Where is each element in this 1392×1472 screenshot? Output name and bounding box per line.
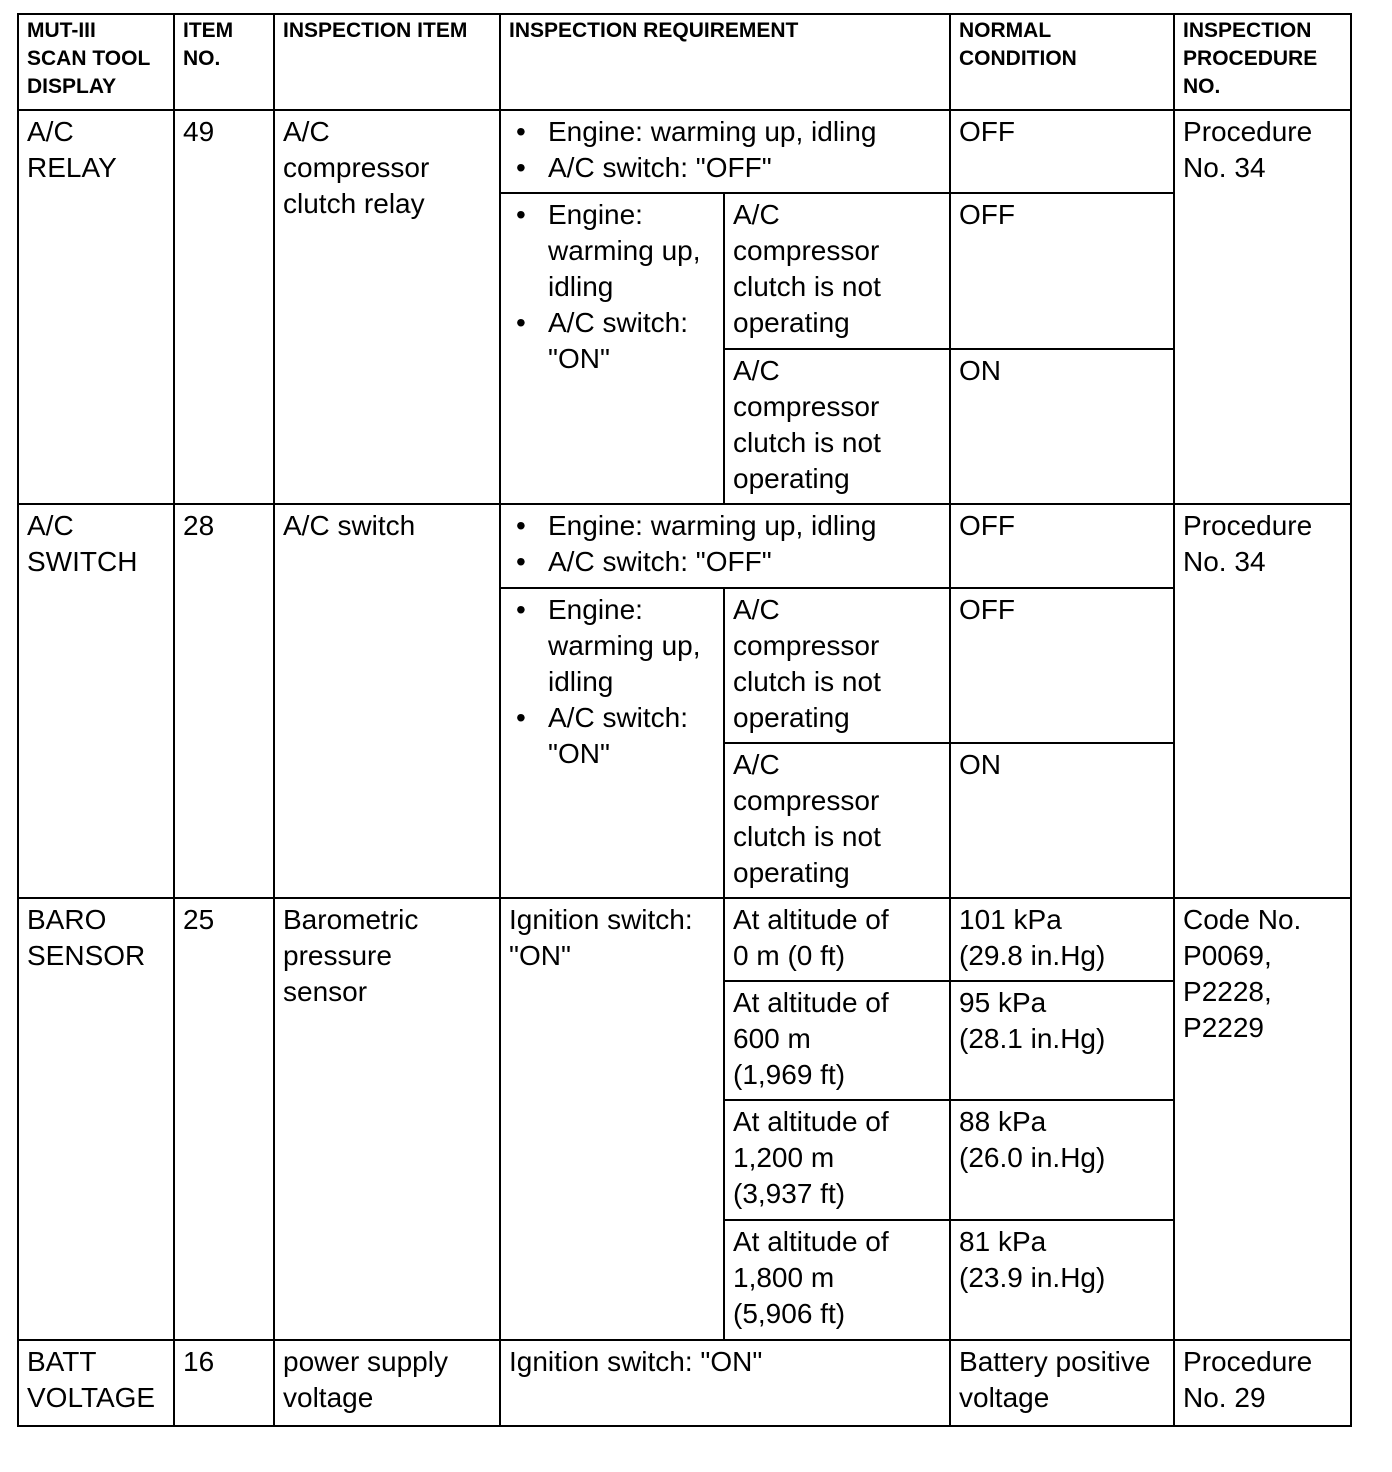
normal-condition-cell: OFF — [950, 588, 1174, 743]
condition-cell: A/C compressor clutch is not operating — [724, 349, 950, 504]
condition-cell: A/C compressor clutch is not operating — [724, 193, 950, 349]
normal-condition-cell: 81 kPa (23.9 in.Hg) — [950, 1220, 1174, 1340]
inspection-table — [17, 13, 1352, 1427]
inspection-item-cell: power supply voltage — [274, 1340, 500, 1426]
procedure-cell: Procedure No. 34 — [1174, 110, 1351, 504]
table-row — [18, 898, 1351, 981]
list-item: • A/C switch: "OFF" — [509, 150, 941, 186]
condition-cell: At altitude of 1,200 m (3,937 ft) — [724, 1100, 950, 1220]
inspection-item-cell: A/C switch — [274, 504, 500, 898]
header-display: MUT-III SCAN TOOL DISPLAY — [18, 14, 174, 110]
requirement-cell — [500, 110, 950, 193]
normal-condition-cell: 101 kPa (29.8 in.Hg) — [950, 898, 1174, 981]
requirement-cell: Ignition switch: "ON" — [500, 1340, 950, 1426]
condition-cell: A/C compressor clutch is not operating — [724, 743, 950, 898]
display-cell: A/C RELAY — [18, 110, 174, 504]
list-item: • A/C switch: "OFF" — [509, 544, 941, 580]
header-item-no: ITEM NO. — [174, 14, 274, 110]
header-procedure: INSPECTION PROCEDURE NO. — [1174, 14, 1351, 110]
procedure-cell: Procedure No. 29 — [1174, 1340, 1351, 1426]
requirement-cell — [500, 588, 724, 898]
condition-cell: A/C compressor clutch is not operating — [724, 588, 950, 743]
table-row — [18, 110, 1351, 193]
list-item: • A/C switch: "ON" — [509, 700, 715, 772]
normal-condition-cell: ON — [950, 349, 1174, 504]
normal-condition-cell: ON — [950, 743, 1174, 898]
display-cell: BARO SENSOR — [18, 898, 174, 1340]
inspection-item-cell: Barometric pressure sensor — [274, 898, 500, 1340]
display-cell: A/C SWITCH — [18, 504, 174, 898]
header-row — [18, 14, 1351, 110]
normal-condition-cell: Battery positive voltage — [950, 1340, 1174, 1426]
procedure-cell: Procedure No. 34 — [1174, 504, 1351, 898]
normal-condition-cell: OFF — [950, 504, 1174, 588]
list-item: • Engine: warming up, idling — [509, 592, 715, 700]
header-normal-condition: NORMAL CONDITION — [950, 14, 1174, 110]
display-cell: BATT VOLTAGE — [18, 1340, 174, 1426]
item-no-cell: 28 — [174, 504, 274, 898]
header-requirement: INSPECTION REQUIREMENT — [500, 14, 950, 110]
requirement-cell: Ignition switch: "ON" — [500, 898, 724, 1340]
requirement-cell — [500, 504, 950, 588]
normal-condition-cell: OFF — [950, 193, 1174, 349]
list-item: • Engine: warming up, idling — [509, 114, 941, 150]
list-item: • Engine: warming up, idling — [509, 508, 941, 544]
item-no-cell: 16 — [174, 1340, 274, 1426]
normal-condition-cell: 95 kPa (28.1 in.Hg) — [950, 981, 1174, 1100]
condition-cell: At altitude of 1,800 m (5,906 ft) — [724, 1220, 950, 1340]
normal-condition-cell: OFF — [950, 110, 1174, 193]
requirement-cell — [500, 193, 724, 504]
item-no-cell: 49 — [174, 110, 274, 504]
condition-cell: At altitude of 600 m (1,969 ft) — [724, 981, 950, 1100]
list-item: • Engine: warming up, idling — [509, 197, 715, 305]
procedure-cell: Code No. P0069, P2228, P2229 — [1174, 898, 1351, 1340]
list-item: • A/C switch: "ON" — [509, 305, 715, 377]
condition-cell: At altitude of 0 m (0 ft) — [724, 898, 950, 981]
normal-condition-cell: 88 kPa (26.0 in.Hg) — [950, 1100, 1174, 1220]
table-row — [18, 1340, 1351, 1426]
header-inspection-item: INSPECTION ITEM — [274, 14, 500, 110]
table-row — [18, 504, 1351, 588]
inspection-item-cell: A/C compressor clutch relay — [274, 110, 500, 504]
item-no-cell: 25 — [174, 898, 274, 1340]
